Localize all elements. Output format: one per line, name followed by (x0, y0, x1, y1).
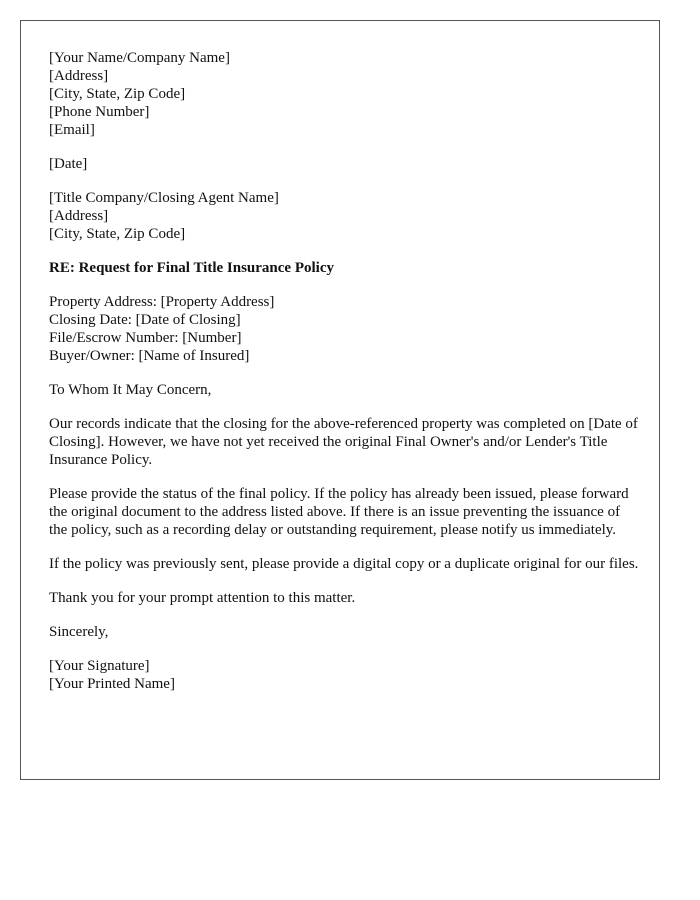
body-paragraph-3: If the policy was previously sent, please provide a digital copy or a duplicate original for our files. (49, 556, 639, 572)
sender-block (49, 49, 639, 139)
sender-address: [Address] (49, 68, 109, 84)
recipient-address: [Address] (49, 208, 109, 224)
sender-phone: [Phone Number] (49, 104, 150, 120)
signature-line: [Your Signature] (49, 658, 150, 674)
body-paragraph-1: Our records indicate that the closing for the above-referenced property was completed on [Date of Closing]. However, we have not yet received the original Final Owner's and/or Lender's Title Insurance Policy. (49, 416, 638, 468)
sender-name: [Your Name/Company Name] (49, 50, 230, 66)
sender-email: [Email] (49, 122, 95, 138)
closing-block (49, 623, 639, 641)
letter-body (49, 49, 639, 693)
salutation: To Whom It May Concern, (49, 382, 212, 398)
letter-page (20, 20, 660, 780)
recipient-city-state-zip: [City, State, Zip Code] (49, 226, 186, 242)
letter-date: [Date] (49, 156, 88, 172)
recipient-name: [Title Company/Closing Agent Name] (49, 190, 279, 206)
body-paragraph-2: Please provide the status of the final policy. If the policy has already been issued, please forward the original document to the address listed above. If there is an issue preventing the issuance of the policy, such as a recording delay or outstanding requirement, please notify us immediately. (49, 486, 629, 538)
file-number-line: File/Escrow Number: [Number] (49, 330, 242, 346)
subject-block (49, 259, 639, 277)
closing-phrase: Sincerely, (49, 624, 109, 640)
subject-line: RE: Request for Final Title Insurance Policy (49, 260, 334, 276)
signature-block (49, 657, 639, 693)
sender-city-state-zip: [City, State, Zip Code] (49, 86, 186, 102)
date-block (49, 155, 639, 173)
recipient-block (49, 189, 639, 243)
property-address-line: Property Address: [Property Address] (49, 294, 275, 310)
body-paragraph-4: Thank you for your prompt attention to this matter. (49, 590, 356, 606)
details-block (49, 293, 639, 365)
buyer-owner-line: Buyer/Owner: [Name of Insured] (49, 348, 250, 364)
salutation-block (49, 381, 639, 399)
closing-date-line: Closing Date: [Date of Closing] (49, 312, 241, 328)
printed-name: [Your Printed Name] (49, 676, 175, 692)
